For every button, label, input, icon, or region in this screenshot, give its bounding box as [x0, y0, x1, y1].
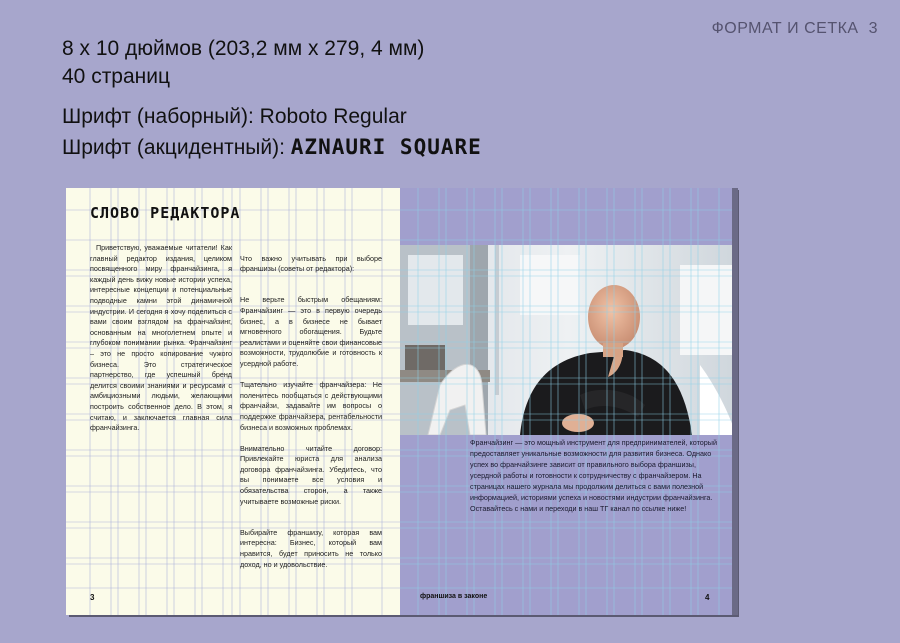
left-page — [66, 188, 400, 615]
spec-body-font: Шрифт (наборный): Roboto Regular — [62, 105, 407, 128]
column-2-paragraph: Не верьте быстрым обещаниям: Франчайзинг — это в первую очередь бизнес, а в бизнесе не бывает мгновенного обогащения. Будьте реалистами и оценяйте свои финансовые возможности, трудолюбие и готовность к усердной работе. — [240, 295, 382, 368]
spread-edge — [732, 188, 738, 615]
column-2-paragraph: Тщательно изучайте франчайзера: Не поленитесь пообщаться с действующими франчайзи, задавайте им вопросы о поддержке франчайзера, рентабельности бизнеса и возможных проблемах. — [240, 380, 382, 432]
header-page-number: 3 — [868, 20, 878, 37]
photo-caption: Франчайзинг — это мощный инструмент для предпринимателей, который предоставляет уникальные возможности для развития бизнеса. Однако успех во франчайзинге зависит от правильного выбора франшизы, усердной работы и готовности к сотрудничеству с франчайзером. На страницах нашего журнала мы продолжим делиться с вами полезной информацией, историями успеха и новостями индустрии франчайзинга. Оставайтесь с нами и переходи в наш ТГ канал по ссылке ниже! — [470, 438, 717, 513]
spec-display-font-name: AZNAURI SQUARE — [290, 135, 482, 159]
column-2-paragraph: Выбирайте франшизу, которая вам интересна: Бизнес, который вам нравится, будет приносить не только доход, но и удовольствие. — [240, 527, 382, 569]
left-folio: 3 — [90, 593, 95, 602]
running-head: франшиза в законе — [420, 593, 488, 600]
right-page — [400, 188, 736, 615]
right-folio: 4 — [705, 593, 710, 602]
column-2-paragraph: Внимательно читайте договор: Привлекайте юриста для анализа договора франчайзинга. Убедитесь, что вы понимаете все условия и обязательства сторон, а также учитываете возможные риски. — [240, 443, 382, 506]
editor-photo — [400, 245, 736, 435]
section-header — [712, 20, 878, 38]
article-column-2 — [240, 243, 382, 581]
portrait-illustration — [400, 245, 736, 435]
spec-format: 8 x 10 дюймов (203,2 мм x 279, 4 мм) — [62, 37, 425, 60]
section-title: ФОРМАТ И СЕТКА — [711, 20, 859, 37]
spec-display-font — [62, 134, 482, 161]
spec-pages: 40 страниц — [62, 65, 171, 88]
spec-display-font-label: Шрифт (акцидентный): — [62, 136, 291, 159]
article-column-1: Приветствую, уважаемые читатели! Как главный редактор издания, целиком посвященного миру франчайзинга, я каждый день вижу новые истории успеха, интересные концепции и потенциальные подводные камни этой динамичной индустрии. И сегодня я хочу поделиться с вами своим взглядом на франчайзинг, основанным на многолетнем опыте и глубоком понимании рынка. Франчайзинг – это не просто копирование чужого бизнеса. Это стратегическое партнерство, где успешный бренд делится своими знаниями и ресурсами с амбициозными людьми, желающими построить собственное дело. В этом, я считаю, и заключается главная сила франчайзинга. — [90, 243, 232, 433]
column-2-paragraph: Что важно учитывать при выборе франшизы (советы от редактора): — [240, 253, 382, 274]
article-title: СЛОВО РЕДАКТОРА — [90, 204, 241, 222]
magazine-spread — [66, 188, 736, 615]
